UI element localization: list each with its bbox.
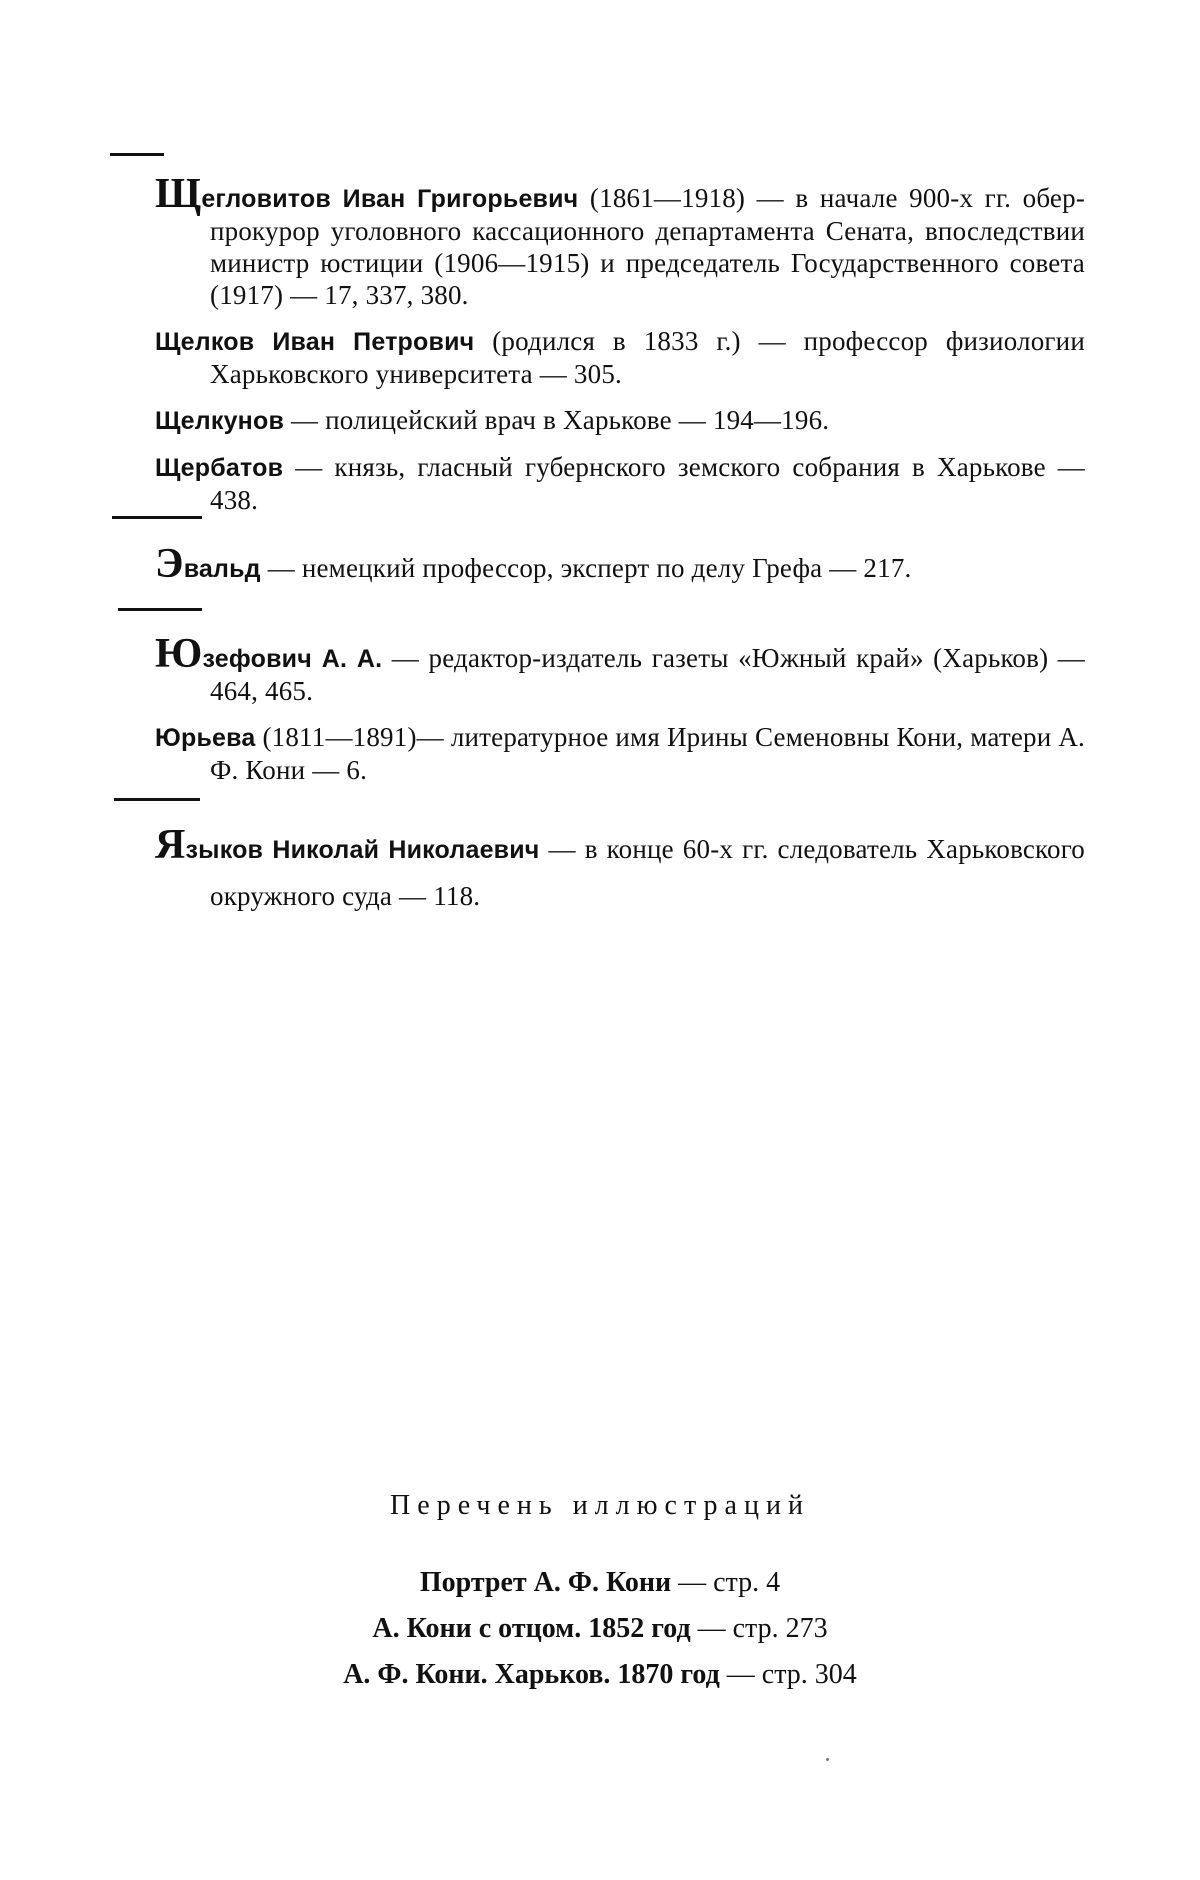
entry-initial: Ю <box>155 631 203 677</box>
print-speck <box>826 1758 829 1761</box>
illustrations-title: Перечень иллюстраций <box>390 1490 810 1521</box>
index-entry <box>155 451 1085 516</box>
illustration-item <box>0 1606 1200 1652</box>
section-rule-ya <box>114 798 200 801</box>
illustration-page: — стр. 4 <box>671 1567 781 1598</box>
entry-head: Щербатов <box>155 454 284 482</box>
entry-head: Юрьева <box>155 724 256 752</box>
index-entry <box>155 721 1085 786</box>
section-rule-e <box>112 516 202 519</box>
entry-text: (1861—1918) — в начале 900-х гг. обер-прокурор уголовного кассационного департамента Сената, впоследствии министр юстиции (1906—1915) и председатель Государственного совета (1917) — 17, 337, 380. <box>210 183 1086 310</box>
entry-text: — редактор-издатель газеты «Южный край» (Харьков) — 464, 465. <box>210 643 1085 706</box>
entry-text: — полицейский врач в Харькове — 194—196. <box>284 405 830 435</box>
entry-head: егловитов Иван Григорьевич <box>201 185 579 213</box>
index-entry <box>155 404 1085 437</box>
illustration-page: — стр. 273 <box>690 1613 828 1644</box>
illustration-page: — стр. 304 <box>719 1659 857 1690</box>
index-section-ya <box>155 822 1085 933</box>
entry-head: вальд <box>183 555 261 583</box>
illustration-caption: А. Кони с отцом. 1852 год <box>372 1613 691 1644</box>
illustrations-list <box>0 1490 1200 1698</box>
entry-text: — в конце 60-х гг. следователь Харьковского окружного суда — 118. <box>210 834 1085 911</box>
entry-initial: Я <box>155 822 186 868</box>
index-entry <box>155 631 1085 707</box>
entry-head: зыков Николай Николаевич <box>185 836 540 864</box>
illustration-item <box>0 1652 1200 1698</box>
index-entry <box>155 325 1085 390</box>
entry-text: (1811—1891)— литературное имя Ирины Семеновны Кони, матери А. Ф. Кони — 6. <box>210 722 1085 785</box>
index-section-shch <box>155 171 1086 530</box>
index-entry <box>155 541 1085 587</box>
section-rule-yu <box>118 608 202 611</box>
index-entry <box>155 171 1086 311</box>
entry-initial: Щ <box>155 171 202 217</box>
index-section-e <box>155 541 1085 599</box>
entry-head: Щелков Иван Петрович <box>155 328 475 356</box>
entry-text: — князь, гласный губернского земского собрания в Харькове — 438. <box>210 452 1085 515</box>
index-entry <box>155 822 1085 919</box>
entry-initial: Э <box>155 541 184 587</box>
entry-text: (родился в 1833 г.) — профессор физиологии Харьковского университета — 305. <box>210 326 1085 389</box>
entry-text: — немецкий профессор, эксперт по делу Грефа — 217. <box>260 553 912 583</box>
illustration-item <box>0 1560 1200 1606</box>
section-rule-shch <box>110 153 164 156</box>
entry-head: Щелкунов <box>155 407 285 435</box>
illustration-caption: А. Ф. Кони. Харьков. 1870 год <box>343 1659 720 1690</box>
entry-head: зефович А. А. <box>202 645 383 673</box>
index-section-yu <box>155 631 1085 800</box>
illustration-caption: Портрет А. Ф. Кони <box>419 1567 672 1598</box>
